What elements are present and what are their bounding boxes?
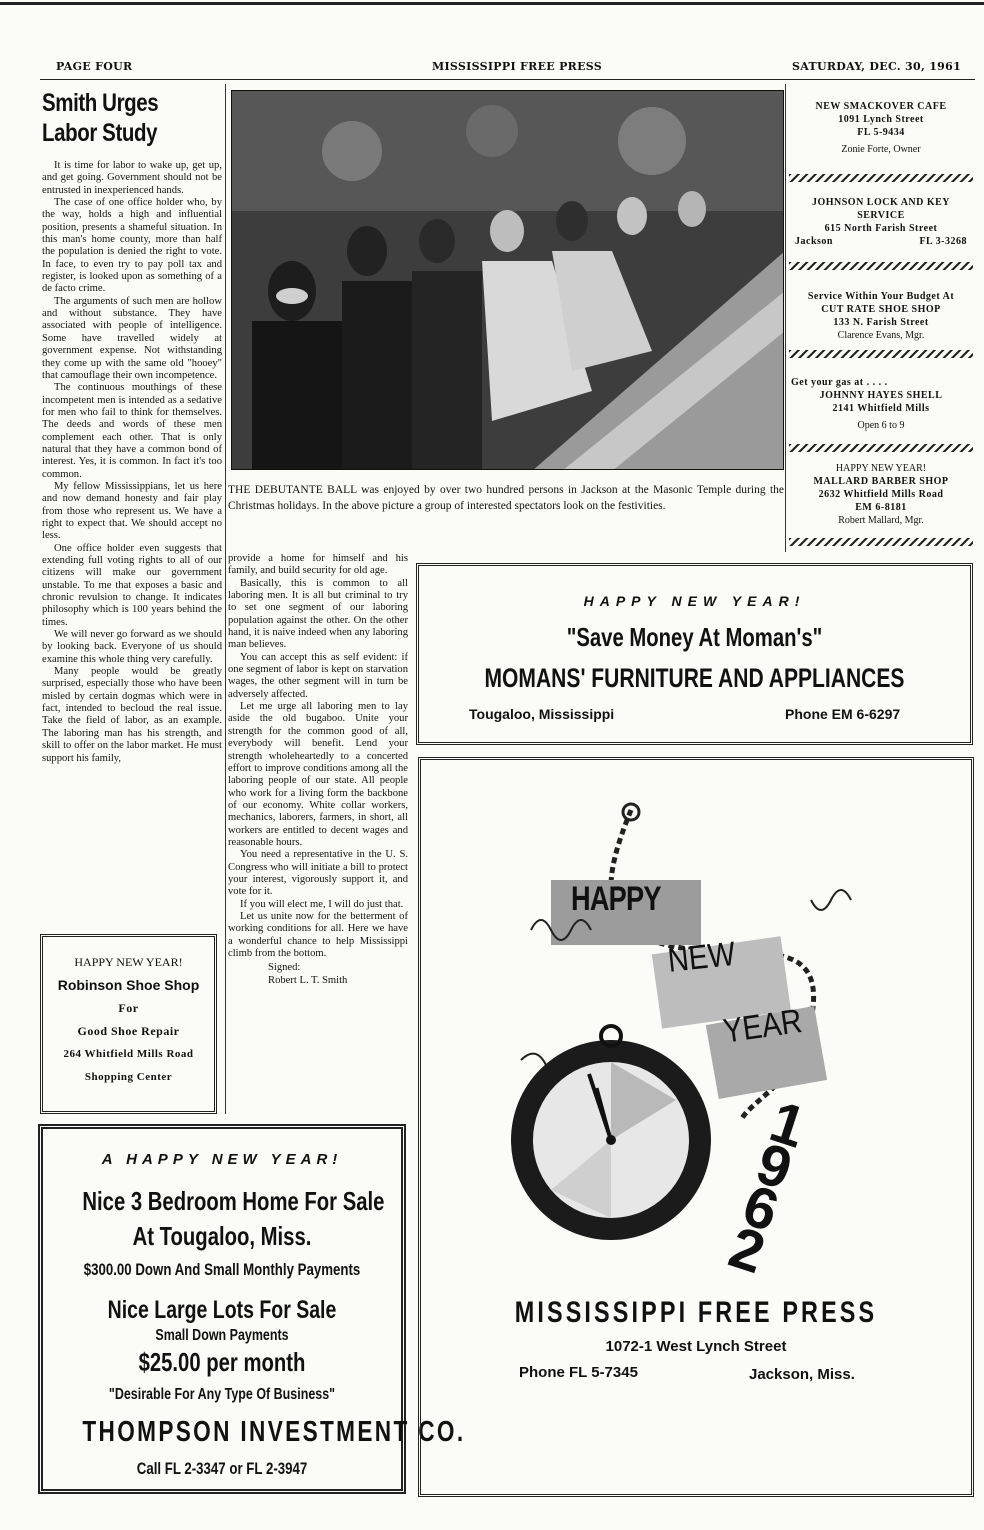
ad-address: 264 Whitfield Mills Road [63, 1048, 194, 1060]
ad-new: NEW [666, 934, 738, 980]
masthead-rule [40, 79, 975, 80]
paragraph: The continuous mouthings of these incompetent men is intended as a sedative for men who fail to think for themselves. The deeds and words of these men complement each other. That is only natural that they have a common bond of interest. Yes, it is common. In fact it's too common. [42, 382, 222, 480]
ad-title: MALLARD BARBER SHOP [813, 476, 949, 487]
ad-phone: Call FL 2-3347 or FL 2-3947 [136, 1459, 308, 1478]
ad-greeting: A HAPPY NEW YEAR! [101, 1151, 343, 1168]
ad-title: SERVICE [857, 210, 905, 221]
ad-address: 2632 Whitfield Mills Road [818, 489, 944, 500]
ad-title: NEW SMACKOVER CAFE [815, 101, 947, 112]
paragraph: Many people would be greatly surprised, especially those who have been misled by certain dogmas which were in fact, intended to becloud the real issue. Take the field of labor, as an example. The laboring man has his strength, and skill to offer on the labor market. He must support his family, [42, 666, 222, 764]
ad-title: JOHNSON LOCK AND KEY [811, 197, 951, 208]
ad-happy: HAPPY [571, 880, 661, 918]
paragraph: provide a home for himself and his family, and build security for old age. [228, 553, 408, 577]
ad-divider [789, 444, 973, 452]
ad-line: Small Down Payments [155, 1327, 289, 1344]
ad-name: THOMPSON INVESTMENT CO. [82, 1416, 466, 1448]
ad-name-wrap [419, 663, 970, 694]
paragraph: Let me urge all laboring men to lay aside the old bugaboo. Unite your strength for the common good of all, everybody will benefit. Lend your strength wholeheartedly to a concerted effort to improve conditions among all the laboring people of our state. All people who work for a living form the backbone of our economy. White collar workers, mechanics, laborers, farmers, in short, all workers are entitled to decent wages and reasonable hours. [228, 701, 408, 848]
paragraph: Basically, this is common to all laboring men. It is all but criminal to try to set one segment of our laboring population against the other. On the other hand, it is naive indeed when any laboring man believes. [228, 577, 408, 651]
ad-phone: Phone EM 6-6297 [785, 706, 901, 722]
ad-city: Jackson [795, 236, 833, 247]
ad-address: 133 N. Farish Street [833, 317, 929, 328]
column-rule [225, 84, 226, 1114]
ad-title: Robinson Shoe Shop [57, 977, 200, 993]
free-press-new-year-ad [418, 757, 974, 1497]
ad-phone: Phone FL 5-7345 [519, 1364, 638, 1381]
paragraph: One office holder even suggests that extending full voting rights to all of our citizens will make our government unstable. To me that exposes a basic and chronic revulsion to change. It indicates philosophy which is 100 years behind the times. [42, 542, 222, 628]
article-headline [42, 88, 222, 148]
ad-slogan: "Save Money At Moman's" [566, 622, 823, 652]
ad-title: CUT RATE SHOE SHOP [821, 304, 941, 315]
ad-divider [789, 262, 973, 270]
issue-date: SATURDAY, DEC. 30, 1961 [792, 60, 962, 73]
ad-johnny-hayes-shell [789, 358, 973, 444]
ad-year-number: 1962 [721, 1088, 814, 1287]
ad-line: At Tougaloo, Miss. [132, 1221, 312, 1251]
ad-year: YEAR [721, 1002, 805, 1051]
article-column-2 [228, 553, 408, 1113]
ad-address: 1091 Lynch Street [838, 114, 924, 125]
side-ads-column [789, 86, 973, 546]
thompson-investment-ad [38, 1124, 466, 1494]
ad-name: MOMANS' FURNITURE AND APPLIANCES [484, 663, 905, 693]
article-column-1 [42, 160, 222, 920]
ad-divider [789, 538, 973, 546]
ad-service: Good Shoe Repair [77, 1024, 180, 1038]
ad-title: JOHNNY HAYES SHELL [819, 390, 943, 401]
paragraph: If you will elect me, I will do just that. [240, 898, 404, 910]
ad-name-wrap [421, 1296, 971, 1330]
headline-line-2: Labor Study [42, 119, 158, 147]
paragraph: The case of one office holder who, by the way, holds a high and influential position, presents a shameful situation. In this man's home county, more than half the population is denied the right to vote. In face, to even try to pay poll tax and register, is looked upon as something of a de facto crime. [42, 197, 222, 295]
paragraph: My fellow Mississippians, let us here and now demand honesty and fair play from those who represent us. We have a right to expect that. We should accept no less. [42, 480, 222, 542]
ad-name: MISSISSIPPI FREE PRESS [514, 1296, 878, 1329]
ad-mallard-barber [789, 452, 973, 538]
ad-tagline: Service Within Your Budget At [807, 291, 955, 302]
momans-furniture-ad [416, 563, 973, 745]
ad-center: Shopping Center [84, 1071, 173, 1083]
ad-manager: Robert Mallard, Mgr. [838, 515, 924, 526]
ad-footer [789, 235, 973, 248]
ad-city: Jackson, Miss. [749, 1366, 855, 1383]
ad-line: Nice 3 Bedroom Home For Sale [82, 1186, 385, 1216]
ad-greeting: HAPPY NEW YEAR! [583, 593, 806, 609]
headline-line-1: Smith Urges [42, 89, 159, 117]
ad-hours: Open 6 to 9 [857, 420, 905, 431]
ad-line: Nice Large Lots For Sale [107, 1296, 337, 1324]
ad-smackover-cafe [789, 86, 973, 174]
ad-divider [789, 174, 973, 182]
ad-greeting: HAPPY NEW YEAR! [74, 955, 183, 969]
photo-illustration [232, 91, 784, 470]
page-top-rule [0, 2, 984, 5]
ad-manager: Clarence Evans, Mgr. [837, 330, 925, 341]
ad-owner: Zonie Forte, Owner [841, 144, 921, 155]
ad-line: $300.00 Down And Small Monthly Payments [83, 1260, 361, 1279]
signature-name: Robert L. T. Smith [268, 974, 348, 986]
ad-for: For [118, 1001, 139, 1015]
ad-greeting: HAPPY NEW YEAR! [835, 463, 927, 474]
ad-line: "Desirable For Any Type Of Business" [108, 1386, 336, 1403]
ad-tagline: Get your gas at . . . . [791, 377, 888, 388]
ad-city: Tougaloo, Mississippi [469, 706, 615, 722]
paper-title: MISSISSIPPI FREE PRESS [432, 60, 603, 73]
ad-address: 1072-1 West Lynch Street [605, 1338, 787, 1355]
ad-slogan-wrap [419, 622, 970, 653]
paragraph: You need a representative in the U. S. Congress who will initiate a bill to protect your interest, vigorously support it, and vote for it. [228, 849, 408, 898]
ad-phone: EM 6-8181 [855, 502, 907, 513]
paragraph: You can accept this as self evident: if one segment of labor is kept on starvation wages, the other segment will in turn be adversely affected. [228, 651, 408, 700]
ad-address: 615 North Farish Street [824, 223, 938, 234]
ad-divider [789, 350, 973, 358]
ad-address: 2141 Whitfield Mills [832, 403, 930, 414]
photo-caption: THE DEBUTANTE BALL was enjoyed by over two hundred persons in Jackson at the Masonic Temple during the Christmas holidays. In the above picture a group of interested spectators look on the festivities. [228, 484, 784, 512]
ad-phone: FL 5-9434 [857, 127, 905, 138]
paragraph: The arguments of such men are hollow and without substance. They have associated with people of intelligence. Some have travelled widely at government expense. Not withstanding they come up with the same old "hooey" that camouflage their own incompetence. [42, 295, 222, 381]
paragraph: Let us unite now for the betterment of working conditions for all. Here we have a wonderful chance to help Mississippi climb from the bottom. [228, 910, 408, 959]
column-rule [785, 84, 786, 552]
new-year-clock-illustration [511, 800, 891, 1270]
signature-label: Signed: [268, 962, 301, 974]
ad-phone: FL 3-3268 [919, 236, 967, 247]
paragraph: It is time for labor to wake up, get up, and get going. Government should not be entrusted in inexperienced hands. [42, 160, 222, 196]
ad-cut-rate-shoe [789, 270, 973, 350]
page-number: PAGE FOUR [56, 60, 133, 73]
robinson-shoe-ad [40, 934, 217, 1114]
ad-johnson-lock [789, 182, 973, 262]
paragraph: We will never go forward as we should by looking back. Everyone of us should examine this whole thing very carefully. [42, 629, 222, 665]
debutante-ball-photo [231, 90, 784, 470]
ad-line: $25.00 per month [138, 1347, 306, 1377]
